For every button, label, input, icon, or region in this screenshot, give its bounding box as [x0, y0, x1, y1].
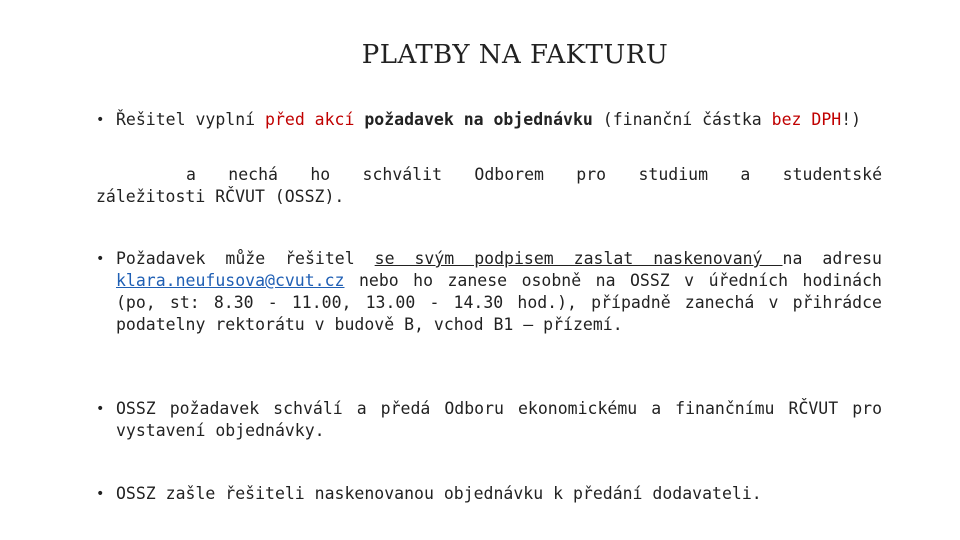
- bullet-4: •: [96, 486, 105, 502]
- p2-text-a: Požadavek může řešitel: [116, 249, 375, 268]
- paragraph-3-text: OSSZ požadavek schválí a předá Odboru ekonomickému a finančnímu RČVUT pro vystavení objednávky.: [116, 399, 882, 440]
- bullet-1: •: [96, 112, 105, 128]
- p1-text-c: [354, 110, 364, 129]
- p1-text-g: !): [841, 110, 862, 129]
- p1-highlight-before-action: před akcí: [265, 110, 355, 129]
- p2-underlined-signature: se svým podpisem zaslat naskenovaný: [374, 249, 783, 268]
- p1-bold-order-request: požadavek na objednávku: [364, 110, 593, 129]
- p2-text-d: nebo ho zanese osobně na OSSZ v úředních hodinách (po, st: 8.30 - 11.00, 13.00 - 14.30 hod.), případně zanechá v přihrádce podatelny rektorátu v budově B, vchod B1 – přízemí.: [116, 271, 882, 334]
- paragraph-2: [96, 248, 882, 336]
- p1-text-e: (finanční částka: [592, 110, 772, 129]
- p2-text-c: na adresu: [782, 249, 882, 268]
- paragraph-1-text: [96, 109, 882, 131]
- bullet-2: •: [96, 251, 105, 267]
- paragraph-4-text: OSSZ zašle řešiteli naskenovanou objednávku k předání dodavateli.: [116, 484, 762, 503]
- paragraph-3: [96, 398, 882, 442]
- paragraph-4: [96, 483, 882, 505]
- p1-text-a: Řešitel vyplní: [116, 110, 266, 129]
- paragraph-1-last-line: [96, 186, 882, 208]
- email-link[interactable]: klara.neufusova@cvut.cz: [116, 271, 345, 290]
- p1-highlight-without-vat: bez DPH: [771, 110, 842, 129]
- bullet-3: •: [96, 401, 105, 417]
- p1-line-4: záležitosti RČVUT (OSSZ).: [96, 187, 345, 206]
- p1-line-3: a nechá ho schválit Odborem pro studium a studentské: [186, 165, 882, 184]
- paragraph-2-text: [96, 248, 882, 336]
- paragraph-1: [96, 109, 882, 131]
- slide-title: PLATBY NA FAKTURU: [361, 40, 669, 70]
- paragraph-1-continuation: [186, 164, 882, 186]
